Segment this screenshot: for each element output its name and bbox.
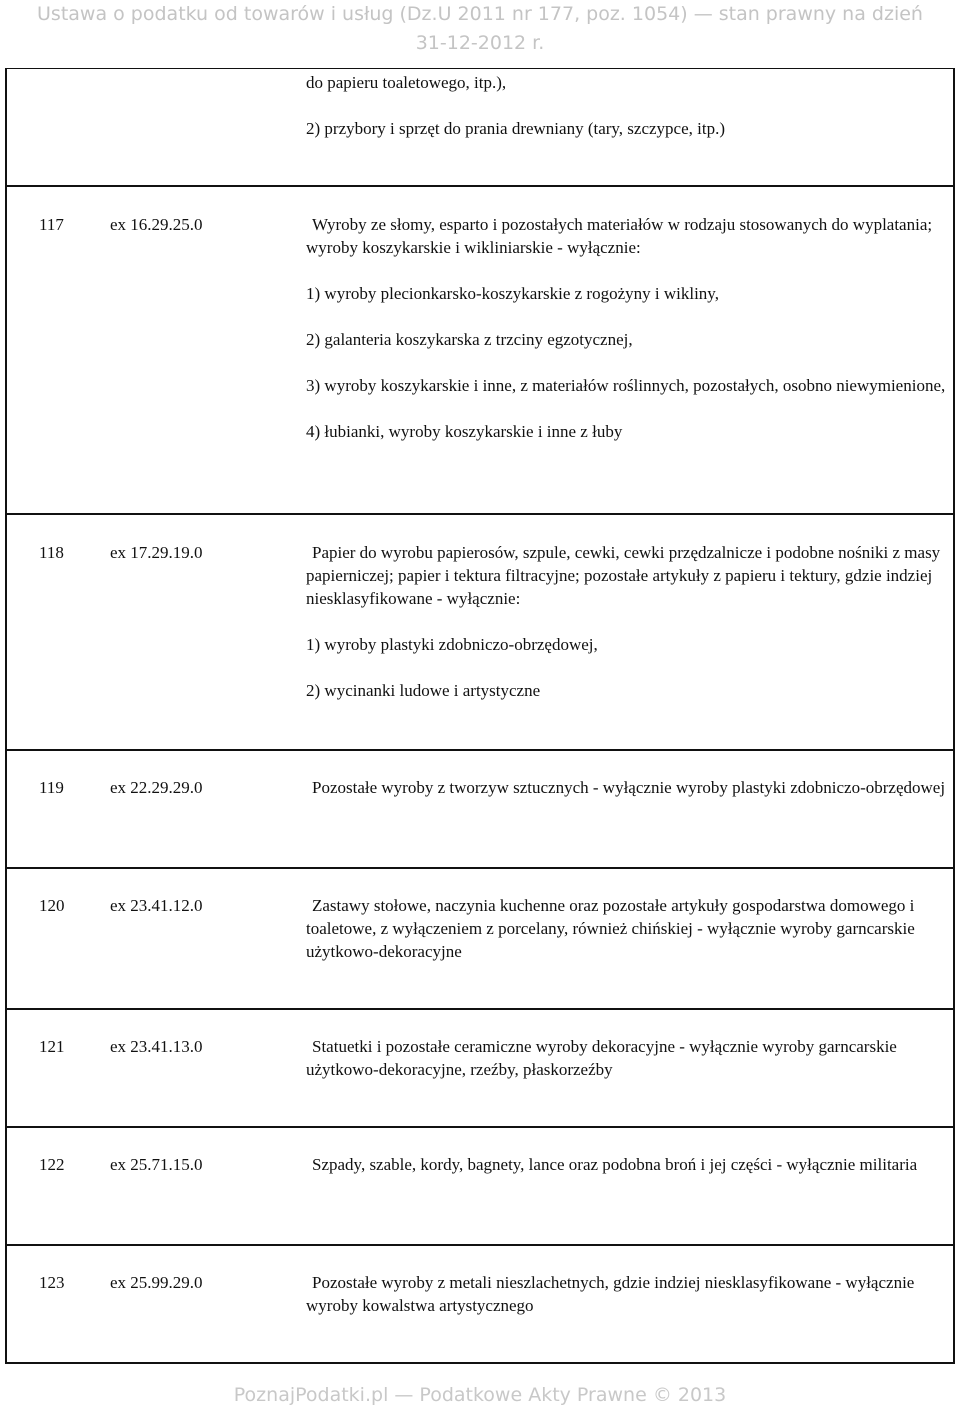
row-number: 119 bbox=[39, 778, 64, 797]
description-line: Pozostałe wyroby z metali nieszlachetnych, gdzie indziej niesklasyfikowane - wyłącznie wyroby kowalstwa artystycznego bbox=[306, 1273, 915, 1315]
row-divider bbox=[7, 513, 953, 515]
row-code: ex 25.99.29.0 bbox=[110, 1273, 203, 1292]
row-number: 117 bbox=[39, 215, 64, 234]
row-number: 118 bbox=[39, 543, 64, 562]
row-divider bbox=[7, 867, 953, 869]
description-line: Statuetki i pozostałe ceramiczne wyroby dekoracyjne - wyłącznie wyroby garncarskie użytkowo-dekoracyjne, rzeźby, płaskorzeźby bbox=[306, 1037, 897, 1079]
row-divider bbox=[7, 185, 953, 187]
page-footer: PoznajPodatki.pl — Podatkowe Akty Prawne © 2013 bbox=[233, 1384, 727, 1406]
description-line: 2) wycinanki ludowe i artystyczne bbox=[306, 681, 541, 700]
row-number: 123 bbox=[39, 1273, 65, 1292]
description-line: Zastawy stołowe, naczynia kuchenne oraz pozostałe artykuły gospodarstwa domowego i toaletowe, z wyłączeniem z porcelany, również chińskiej - wyłącznie wyroby garncarskie użytkowo-dekoracyjne bbox=[306, 896, 915, 961]
row-number: 122 bbox=[39, 1155, 65, 1174]
row-description bbox=[306, 1035, 946, 1081]
description-line: Wyroby ze słomy, esparto i pozostałych materiałów w rodzaju stosowanych do wyplatania; wyroby koszykarskie i wikliniarskie - wyłącznie: bbox=[306, 215, 933, 257]
row-divider bbox=[7, 749, 953, 751]
row-description bbox=[306, 776, 946, 799]
row-description bbox=[306, 213, 946, 443]
description-line: 1) wyroby plecionkarsko-koszykarskie z rogożyny i wikliny, bbox=[306, 284, 719, 303]
row-code: ex 22.29.29.0 bbox=[110, 778, 203, 797]
description-line: 3) wyroby koszykarskie i inne, z materiałów roślinnych, pozostałych, osobno niewymienione, bbox=[306, 376, 946, 395]
header-title-line1: Ustawa o podatku od towarów i usług (Dz.U 2011 nr 177, poz. 1054) — stan prawny na dzień bbox=[37, 3, 923, 25]
row-code: ex 23.41.12.0 bbox=[110, 896, 203, 915]
description-line: 1) wyroby plastyki zdobniczo-obrzędowej, bbox=[306, 635, 598, 654]
row-code: ex 16.29.25.0 bbox=[110, 215, 203, 234]
row-number: 121 bbox=[39, 1037, 65, 1056]
description-line: 4) łubianki, wyroby koszykarskie i inne z łuby bbox=[306, 422, 623, 441]
row-description bbox=[306, 541, 946, 702]
description-line: Papier do wyrobu papierosów, szpule, cewki, cewki przędzalnicze i podobne nośniki z masy papierniczej; papier i tektura filtracyjne; pozostałe artykuły z papieru i tektury, gdzie indziej niesklasyfikowane - wyłącznie: bbox=[306, 543, 941, 608]
row-code: ex 25.71.15.0 bbox=[110, 1155, 203, 1174]
description-line: Pozostałe wyroby z tworzyw sztucznych - wyłącznie wyroby plastyki zdobniczo-obrzędowej bbox=[312, 778, 946, 797]
header-title-line2: 31-12-2012 r. bbox=[415, 32, 545, 54]
row-code: ex 17.29.19.0 bbox=[110, 543, 203, 562]
row-divider bbox=[7, 1126, 953, 1128]
row-divider bbox=[7, 1008, 953, 1010]
row-number: 120 bbox=[39, 896, 65, 915]
row-description bbox=[306, 894, 946, 963]
description-line: 2) galanteria koszykarska z trzciny egzotycznej, bbox=[306, 330, 633, 349]
row-description bbox=[306, 1153, 946, 1176]
goods-table bbox=[5, 68, 955, 1364]
row-code: ex 23.41.13.0 bbox=[110, 1037, 203, 1056]
description-line: 2) przybory i sprzęt do prania drewniany (tary, szczypce, itp.) bbox=[306, 119, 726, 138]
description-line: Szpady, szable, kordy, bagnety, lance oraz podobna broń i jej części - wyłącznie militaria bbox=[312, 1155, 918, 1174]
page-header bbox=[0, 0, 960, 58]
description-line: do papieru toaletowego, itp.), bbox=[306, 73, 507, 92]
row-description bbox=[306, 71, 946, 140]
row-divider bbox=[7, 1244, 953, 1246]
row-description bbox=[306, 1271, 946, 1317]
